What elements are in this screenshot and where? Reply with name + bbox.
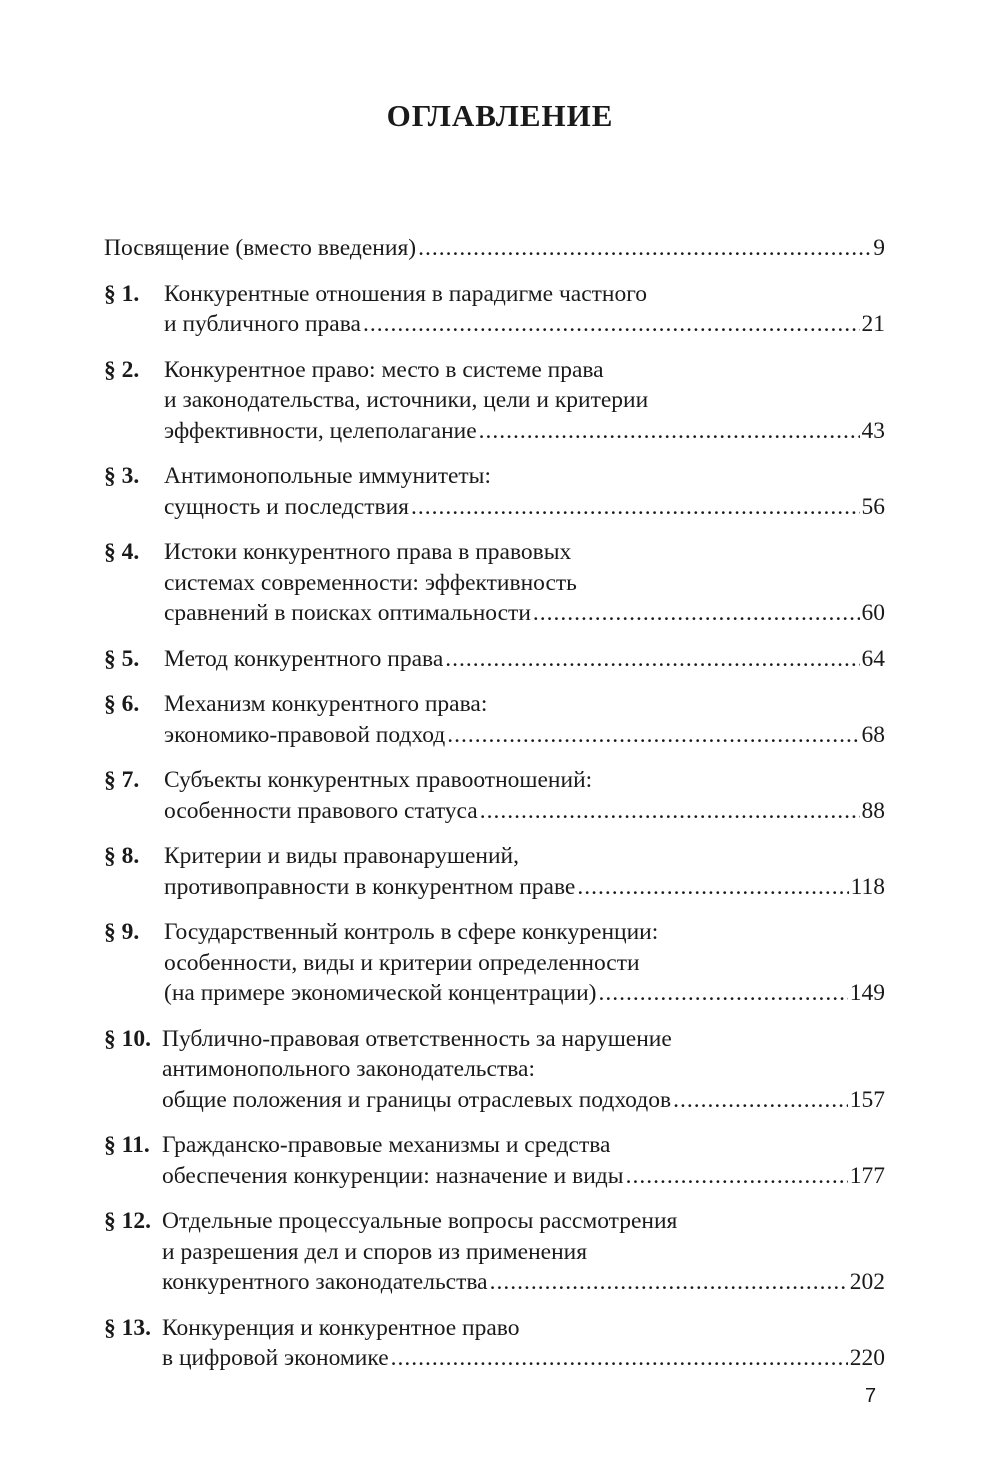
- dot-leader: [447, 720, 859, 751]
- toc-entry-line: в цифровой экономике: [162, 1345, 389, 1371]
- toc-entry-text: [104, 233, 885, 264]
- toc-entry-number: § 9.: [104, 919, 140, 945]
- toc-entry-page: 202: [849, 1269, 885, 1295]
- toc-entry-line: и публичного права: [164, 311, 361, 337]
- toc-entry-12[interactable]: [104, 1206, 885, 1298]
- table-of-contents: [104, 233, 885, 1374]
- toc-entry-text: [162, 1130, 885, 1191]
- toc-entry-text: [164, 461, 885, 522]
- toc-entry-text: [162, 1313, 885, 1374]
- toc-entry-number: § 3.: [104, 463, 140, 489]
- toc-entry-number: § 7.: [104, 767, 140, 793]
- toc-entry-text: [162, 1024, 885, 1116]
- toc-entry-line: (на примере экономической концентрации): [164, 980, 597, 1006]
- toc-entry-line: экономико-правовой подход: [164, 721, 446, 748]
- dot-leader: [533, 598, 860, 629]
- toc-entry-number: § 5.: [104, 645, 140, 672]
- page-title: ОГЛАВЛЕНИЕ: [386, 98, 614, 133]
- toc-entry-line: Антимонопольные иммунитеты:: [164, 463, 491, 489]
- toc-entry-text: [164, 841, 885, 902]
- toc-entry-line: конкурентного законодательства: [162, 1269, 488, 1295]
- toc-entry-page: 56: [861, 493, 885, 520]
- page-number: 7: [865, 1385, 877, 1407]
- toc-entry-11[interactable]: [104, 1130, 885, 1191]
- toc-entry-line: Публично-правовая ответственность за нарушение: [162, 1025, 672, 1052]
- toc-entry-page: 9: [873, 235, 885, 261]
- toc-entry-line: системах современности: эффективность: [164, 569, 577, 596]
- toc-entry-line: общие положения и границы отраслевых подходов: [162, 1086, 672, 1113]
- toc-entry-text: [164, 537, 885, 629]
- toc-entry-number: § 2.: [104, 356, 140, 383]
- toc-entry-text: [162, 1206, 885, 1298]
- toc-entry-line: Истоки конкурентного права в правовых: [164, 539, 572, 565]
- toc-entry-line: сравнений в поисках оптимальности: [164, 600, 531, 626]
- toc-entry-line: Конкурентные отношения в парадигме частного: [164, 280, 648, 307]
- toc-entry-line: Государственный контроль в сфере конкуренции:: [164, 919, 659, 945]
- toc-entry-10[interactable]: [104, 1024, 885, 1116]
- toc-entry-number: § 13.: [104, 1314, 151, 1341]
- toc-entry-number: § 12.: [104, 1208, 151, 1234]
- toc-entry-number: § 6.: [104, 691, 140, 717]
- toc-entry-13[interactable]: [104, 1313, 885, 1374]
- dot-leader: [490, 1267, 848, 1298]
- toc-entry-line: Конкуренция и конкурентное право: [162, 1314, 520, 1341]
- dot-leader: [411, 492, 860, 523]
- toc-entry-9[interactable]: [104, 917, 885, 1009]
- toc-entry-line: обеспечения конкуренции: назначение и виды: [162, 1162, 624, 1189]
- toc-entry-text: [164, 765, 885, 826]
- toc-entry-text: [164, 917, 885, 1009]
- toc-entry-6[interactable]: [104, 689, 885, 750]
- toc-entry-line: Конкурентное право: место в системе права: [164, 356, 604, 383]
- toc-entry-page: 118: [850, 873, 885, 900]
- toc-entry-line: особенности правового статуса: [164, 797, 478, 824]
- dot-leader: [626, 1161, 848, 1192]
- dot-leader: [363, 309, 860, 340]
- toc-entry-line: и разрешения дел и споров из применения: [162, 1238, 588, 1265]
- toc-entry-number: § 11.: [104, 1132, 150, 1158]
- toc-entry-page: 43: [861, 417, 885, 444]
- toc-entry-page: 21: [861, 311, 885, 337]
- toc-entry-number: § 10.: [104, 1025, 151, 1052]
- toc-entry-line: Отдельные процессуальные вопросы рассмотрения: [162, 1208, 678, 1234]
- toc-entry-3[interactable]: [104, 461, 885, 522]
- dot-leader: [598, 978, 847, 1009]
- toc-entry-page: 88: [861, 797, 885, 824]
- toc-entry-8[interactable]: [104, 841, 885, 902]
- toc-entry-line: особенности, виды и критерии определенности: [164, 949, 640, 976]
- toc-entry-page: 149: [849, 980, 885, 1006]
- toc-entry-page: 177: [849, 1162, 885, 1189]
- toc-entry-number: § 1.: [104, 280, 140, 307]
- toc-entry-5[interactable]: [104, 644, 885, 675]
- dot-leader: [479, 416, 860, 447]
- toc-entry-page: 68: [861, 721, 885, 748]
- dot-leader: [391, 1343, 848, 1374]
- toc-entry-line: антимонопольного законодательства:: [162, 1056, 535, 1082]
- toc-entry-line: Гражданско-правовые механизмы и средства: [162, 1132, 611, 1158]
- toc-entry-7[interactable]: [104, 765, 885, 826]
- dot-leader: [673, 1085, 848, 1116]
- toc-entry-2[interactable]: [104, 355, 885, 447]
- toc-entry-line: Критерии и виды правонарушений,: [164, 843, 519, 869]
- dot-leader: [418, 233, 871, 264]
- toc-entry-page: 220: [849, 1345, 885, 1371]
- toc-entry-page: 60: [861, 600, 885, 626]
- toc-entry-text: [164, 689, 885, 750]
- toc-entry-1[interactable]: [104, 279, 885, 340]
- dot-leader: [445, 644, 859, 675]
- toc-entry-line: Метод конкурентного права: [164, 645, 444, 672]
- toc-entry-line: сущность и последствия: [164, 493, 409, 520]
- dot-leader: [480, 796, 860, 827]
- dot-leader: [577, 872, 848, 903]
- toc-entry-line: Субъекты конкурентных правоотношений:: [164, 767, 593, 793]
- toc-entry-number: § 8.: [104, 843, 140, 869]
- toc-entry-text: [164, 644, 885, 675]
- toc-entry-line: противоправности в конкурентном праве: [164, 873, 576, 900]
- toc-entry-intro[interactable]: [104, 233, 885, 264]
- toc-entry-page: 64: [861, 645, 885, 672]
- toc-entry-line: и законодательства, источники, цели и критерии: [164, 387, 649, 413]
- toc-entry-line: Посвящение (вместо введения): [104, 235, 417, 261]
- toc-entry-page: 157: [849, 1086, 885, 1113]
- toc-entry-text: [164, 279, 885, 340]
- toc-entry-line: эффективности, целеполагание: [164, 417, 477, 444]
- toc-entry-line: Механизм конкурентного права:: [164, 691, 488, 717]
- toc-entry-text: [164, 355, 885, 447]
- toc-entry-number: § 4.: [104, 539, 140, 565]
- toc-entry-4[interactable]: [104, 537, 885, 629]
